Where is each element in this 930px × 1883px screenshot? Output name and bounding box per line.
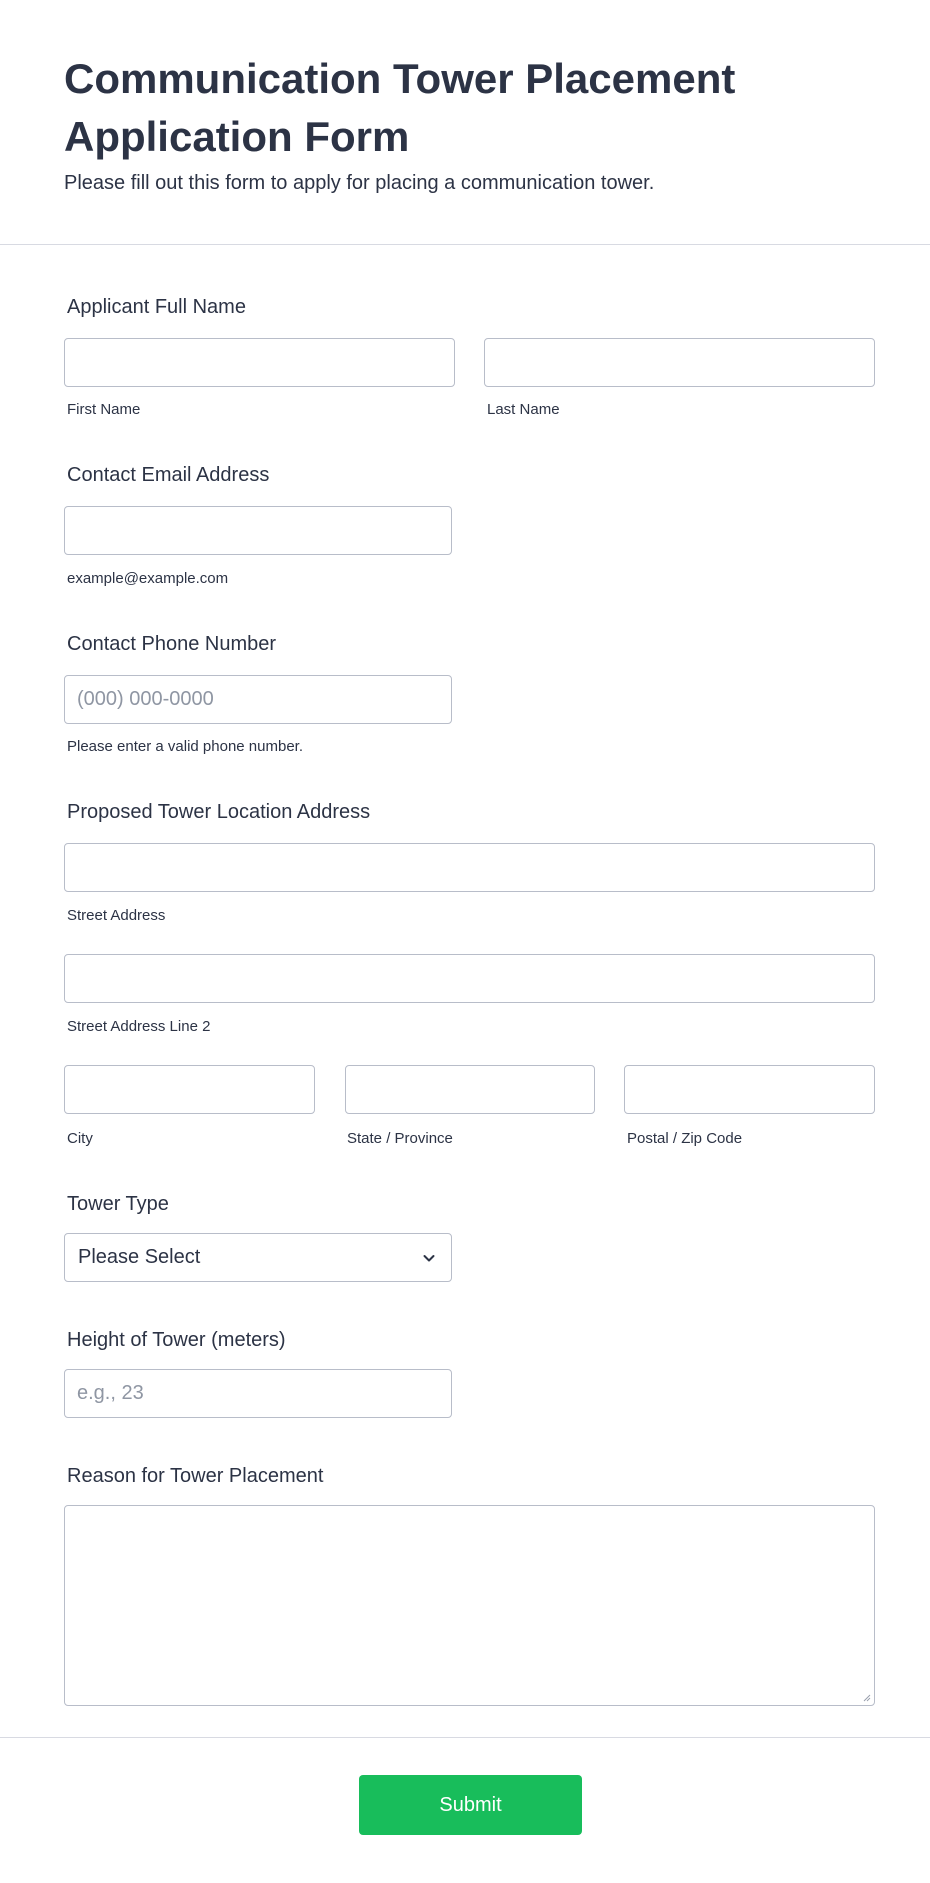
tower-type-label: Tower Type (67, 1193, 169, 1215)
form-title: Communication Tower Placement Application Form (64, 55, 736, 160)
tower-type-select[interactable] (64, 1233, 452, 1282)
phone-sublabel: Please enter a valid phone number. (67, 738, 303, 755)
state-sublabel: State / Province (347, 1130, 453, 1147)
email-input[interactable] (64, 506, 452, 555)
chevron-down-icon (421, 1250, 437, 1266)
tower-type-selected: Please Select (78, 1246, 201, 1268)
street-address-line2-sublabel: Street Address Line 2 (67, 1018, 211, 1035)
applicant-name-label: Applicant Full Name (67, 296, 246, 318)
last-name-input[interactable] (484, 338, 875, 387)
email-sublabel: example@example.com (67, 570, 229, 587)
phone-label: Contact Phone Number (67, 633, 277, 655)
reason-textarea[interactable] (64, 1505, 875, 1706)
zip-sublabel: Postal / Zip Code (627, 1130, 743, 1147)
street-address-line2-input[interactable] (64, 954, 875, 1003)
form-header (0, 0, 930, 245)
city-sublabel: City (67, 1130, 93, 1147)
street-address-input[interactable] (64, 843, 875, 892)
first-name-sublabel: First Name (67, 401, 141, 418)
email-label: Contact Email Address (67, 464, 270, 486)
address-label: Proposed Tower Location Address (67, 801, 371, 823)
submit-button[interactable]: Submit (359, 1775, 582, 1835)
first-name-input[interactable] (64, 338, 455, 387)
resize-handle-icon[interactable] (861, 1692, 871, 1702)
city-input[interactable] (64, 1065, 315, 1114)
state-input[interactable] (345, 1065, 595, 1114)
height-label: Height of Tower (meters) (67, 1329, 286, 1351)
reason-label: Reason for Tower Placement (67, 1465, 324, 1487)
form-subtitle: Please fill out this form to apply for placing a communication tower. (64, 172, 655, 194)
last-name-sublabel: Last Name (487, 401, 560, 418)
height-input[interactable] (64, 1369, 452, 1418)
street-address-sublabel: Street Address (67, 907, 166, 924)
phone-input[interactable] (64, 675, 452, 724)
zip-input[interactable] (624, 1065, 875, 1114)
